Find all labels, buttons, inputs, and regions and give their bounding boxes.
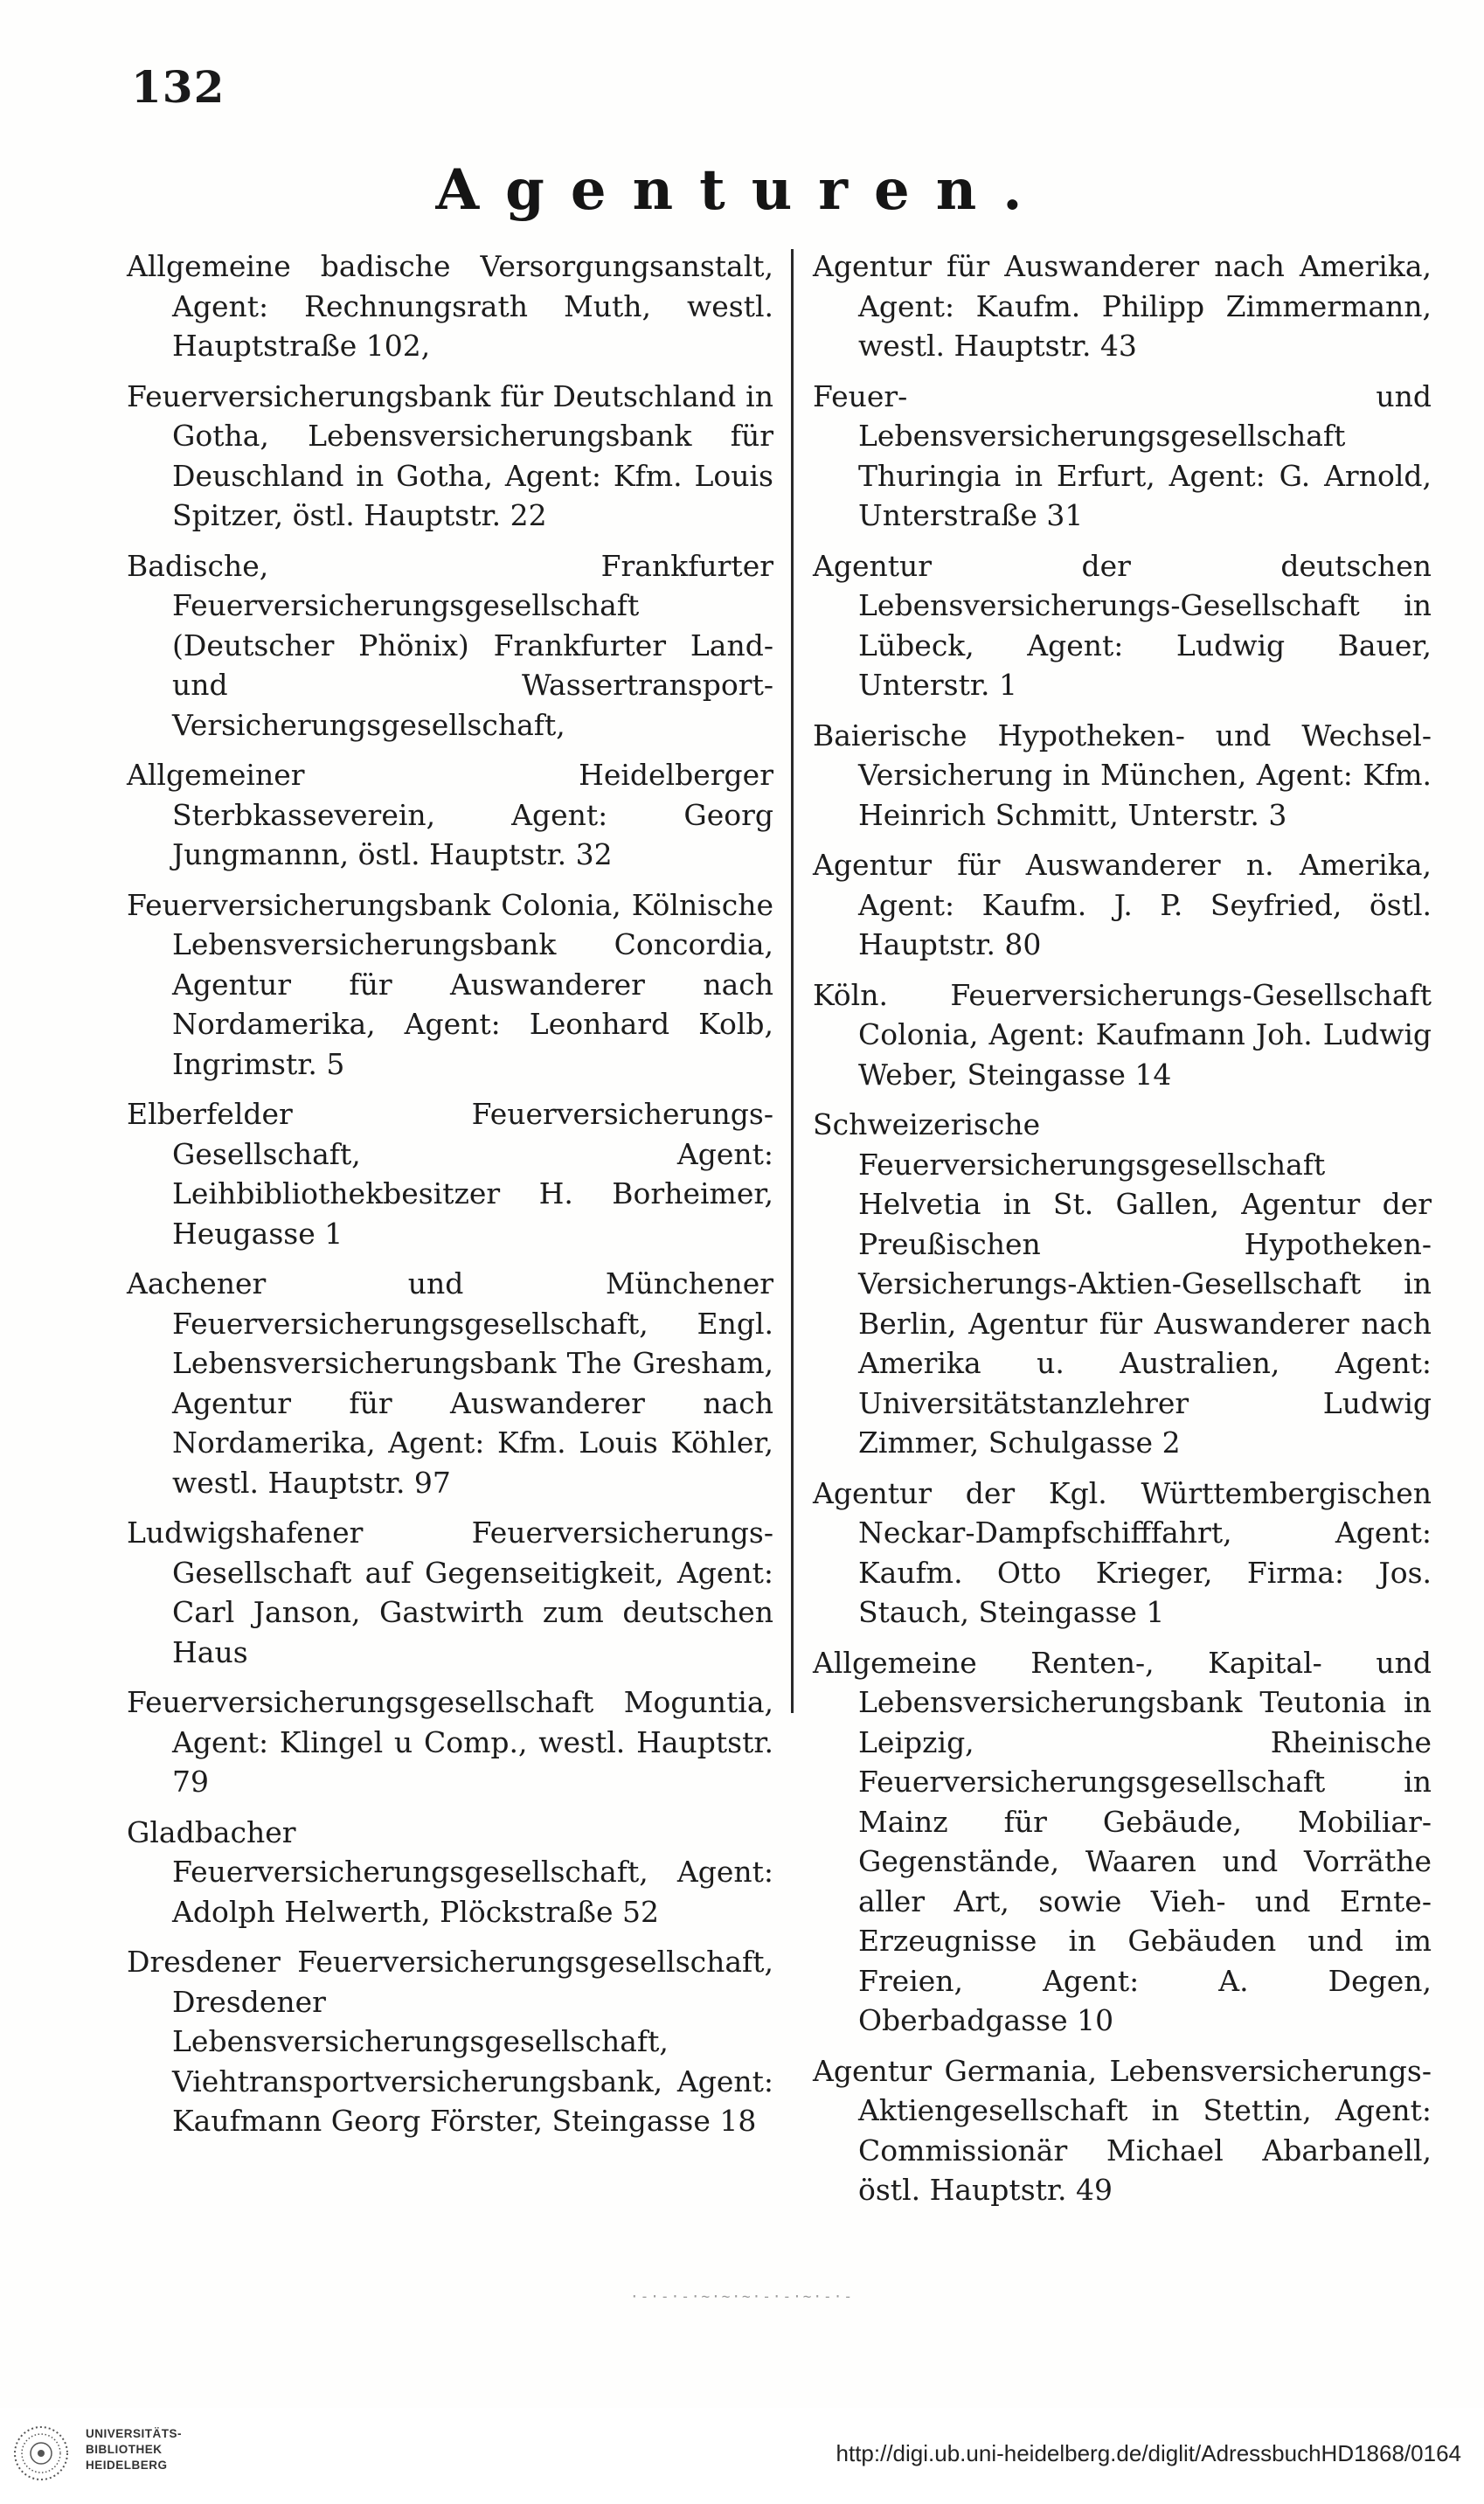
directory-entry: Aachener und Münchener Feuerversicherungsgesellschaft, Engl. Lebensversicherungsbank The Gresham, Agentur für Auswanderer nach Nordamerika, Agent: Kfm. Louis Köhler, westl. Hauptstr. 97: [127, 1266, 773, 1500]
directory-entry: Baierische Hypotheken- und Wechsel-Versicherung in München, Agent: Kfm. Heinrich Schmitt, Unterstr. 3: [813, 718, 1432, 832]
directory-entry: Agentur der Kgl. Württembergischen Neckar-Dampfschifffahrt, Agent: Kaufm. Otto Krieger, Firma: Jos. Stauch, Steingasse 1: [813, 1475, 1432, 1629]
page-ornament: ·-·-·-·~·~·~·-·-·~·-·-: [630, 2288, 854, 2305]
directory-entry: Feuerversicherungsbank Colonia, Kölnische Lebensversicherungsbank Concordia, Agentur für Auswanderer nach Nordamerika, Agent: Leonhard Kolb, Ingrimstr. 5: [127, 887, 773, 1081]
logo-text: [86, 2426, 182, 2473]
directory-entry: Dresdener Feuerversicherungsgesellschaft, Dresdener Lebensversicherungsgesellschaft, Viehtransportversicherungsbank, Agent: Kaufmann Georg Förster, Steingasse 18: [127, 1945, 773, 2138]
page-title: Agenturen.: [435, 157, 1049, 223]
directory-entry: Agentur der deutschen Lebensversicherungs-Gesellschaft in Lübeck, Agent: Ludwig Bauer, Unterstr. 1: [813, 548, 1432, 702]
directory-entry: Allgemeiner Heidelberger Sterbkasseverein, Agent: Georg Jungmannn, östl. Hauptstr. 32: [127, 758, 773, 871]
left-column: [127, 246, 773, 2152]
directory-entry: Gladbacher Feuerversicherungsgesellschaft, Agent: Adolph Helwerth, Plöckstraße 52: [127, 1814, 773, 1929]
right-column: [813, 246, 1432, 2221]
page-number: 132: [131, 61, 225, 113]
column-divider: [791, 249, 794, 1713]
logo-text-line: UNIVERSITÄTS-: [86, 2427, 183, 2440]
directory-entry: Feuer- und Lebensversicherungsgesellschaft Thuringia in Erfurt, Agent: G. Arnold, Unterstraße 31: [813, 378, 1432, 532]
directory-entry: Ludwigshafener Feuerversicherungs-Gesellschaft auf Gegenseitigkeit, Agent: Carl Janson, Gastwirth zum deutschen Haus: [127, 1516, 773, 1669]
directory-entry: Badische, Frankfurter Feuerversicherungsgesellschaft (Deutscher Phönix) Frankfurter Land- und Wassertransport-Versicherungsgesellschaft,: [127, 548, 773, 742]
directory-entry: Feuerversicherungsgesellschaft Moguntia, Agent: Klingel u Comp., westl. Hauptstr. 79: [127, 1685, 773, 1799]
directory-entry: Agentur Germania, Lebensversicherungs-Aktiengesellschaft in Stettin, Agent: Commissionär Michael Abarbanell, östl. Hauptstr. 49: [813, 2053, 1432, 2207]
logo-text-line: HEIDELBERG: [86, 2459, 168, 2472]
library-logo: [12, 2421, 187, 2491]
directory-entry: Allgemeine Renten-, Kapital- und Lebensversicherungsbank Teutonia in Leipzig, Rheinische Feuerversicherungsgesellschaft in Mainz für Gebäude, Mobiliar-Gegenstände, Waaren und Vorräthe aller Art, sowie Vieh- und Ernte-Erzeugnisse in Gebäuden und im Freien, Agent: A. Degen, Oberbadgasse 10: [813, 1645, 1432, 2037]
directory-entry: Feuerversicherungsbank für Deutschland in Gotha, Lebensversicherungsbank für Deuschland in Gotha, Agent: Kfm. Louis Spitzer, östl. Hauptstr. 22: [127, 378, 773, 532]
directory-entry: Elberfelder Feuerversicherungs-Gesellschaft, Agent: Leihbibliothekbesitzer H. Borheimer, Heugasse 1: [127, 1097, 773, 1251]
library-seal-icon: [12, 2424, 70, 2482]
directory-entry: Köln. Feuerversicherungs-Gesellschaft Colonia, Agent: Kaufmann Joh. Ludwig Weber, Steingasse 14: [813, 977, 1432, 1092]
directory-entry: Allgemeine badische Versorgungsanstalt, Agent: Rechnungsrath Muth, westl. Hauptstraße 102,: [127, 249, 773, 363]
source-url-link[interactable]: http://digi.ub.uni-heidelberg.de/diglit/AdressbuchHD1868/0164: [836, 2440, 1461, 2466]
directory-entry: Schweizerische Feuerversicherungsgesellschaft Helvetia in St. Gallen, Agentur der Preußischen Hypotheken-Versicherungs-Aktien-Gesellschaft in Berlin, Agentur für Auswanderer nach Amerika u. Australien, Agent: Universitätstanzlehrer Ludwig Zimmer, Schulgasse 2: [813, 1107, 1432, 1460]
logo-text-line: BIBLIOTHEK: [86, 2443, 163, 2456]
directory-entry: Agentur für Auswanderer nach Amerika, Agent: Kaufm. Philipp Zimmermann, westl. Hauptstr. 43: [813, 249, 1432, 363]
directory-entry: Agentur für Auswanderer n. Amerika, Agent: Kaufm. J. P. Seyfried, östl. Hauptstr. 80: [813, 848, 1432, 961]
